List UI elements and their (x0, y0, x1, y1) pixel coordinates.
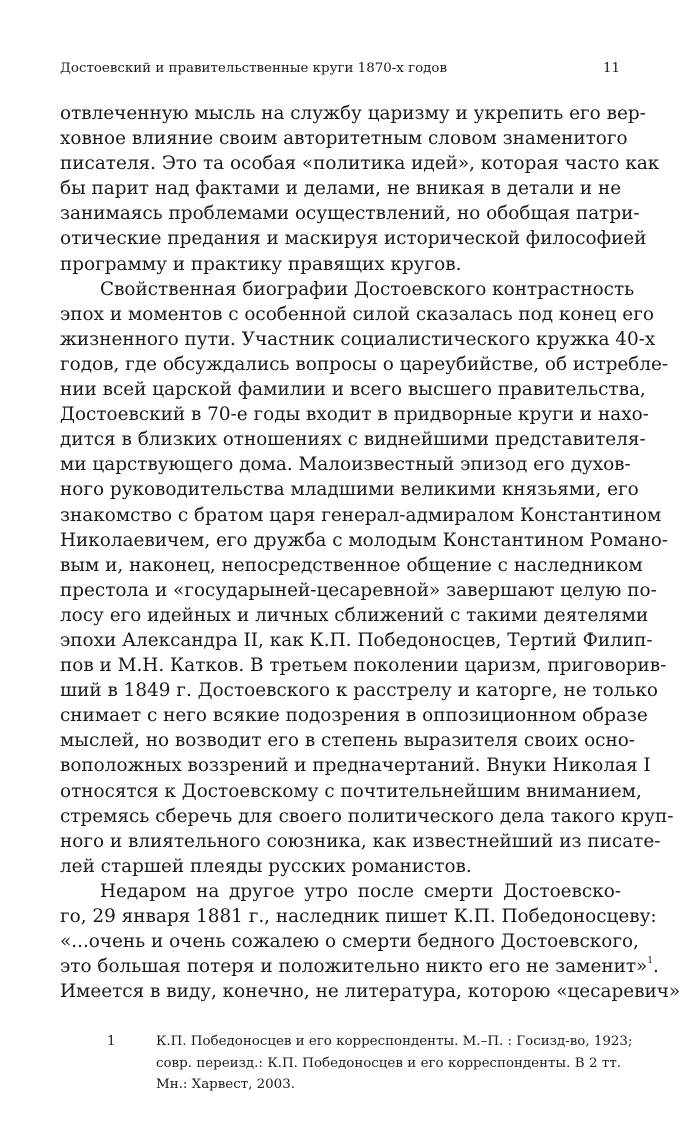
text-line (60, 829, 661, 854)
footnote-number: 1 (107, 1034, 116, 1049)
line-text: относятся к Достоевскому с почтительнейшим вниманием, (60, 780, 642, 802)
line-text: Недаром на другое утро после смерти Достоевско- (100, 880, 621, 902)
line-text: лей старшей плеяды русских романистов. (60, 855, 472, 877)
line-text: Имеется в виду, конечно, не литература, которою «цесаревич» (60, 981, 680, 1003)
line-text: годов, где обсуждались вопросы о цареубийстве, об истребле- (60, 353, 669, 375)
line-text: «...очень и очень сожалею о смерти бедного Достоевского, (60, 931, 639, 953)
running-head (60, 60, 620, 78)
line-text: ховное влияние своим авторитетным словом знаменитого (60, 128, 628, 150)
line-text: отические предания и маскируя исторической философией (60, 228, 647, 250)
text-line (60, 979, 680, 1004)
text-line (60, 377, 646, 402)
text-line (60, 678, 659, 703)
text-line (60, 929, 639, 954)
running-title: Достоевский и правительственные круги 1870-х годов (60, 61, 448, 76)
text-line (60, 703, 648, 728)
text-line (60, 728, 635, 753)
line-text: это большая потеря и положительно никто его не заменит» (60, 956, 648, 978)
text-line (60, 151, 660, 176)
line-text: стремясь сберечь для своего политического дела такого круп- (60, 805, 674, 827)
text-line (60, 477, 639, 502)
line-text: занимаясь проблемами осуществлений, но обобщая патри- (60, 203, 640, 225)
text-line (60, 176, 621, 201)
line-text: нии всей царской фамилии и всего высшего правительства, (60, 379, 646, 401)
line-text: воположных воззрений и предначертаний. Внуки Николая I (60, 755, 651, 777)
text-line (60, 503, 662, 528)
line-text: престола и «государыней-цесаревной» завершают целую по- (60, 579, 657, 601)
line-text: эпохи Александра II, как К.П. Победоносцев, Тертий Филип- (60, 629, 653, 651)
line-text: бы парит над фактами и делами, не вникая в детали и не (60, 178, 622, 200)
line-text: Достоевский в 70-е годы входит в придворные круги и нахо- (60, 404, 649, 426)
line-text: лосу его идейных и личных сближений с такими деятелями (60, 604, 649, 626)
line-text: жизненного пути. Участник социалистического кружка 40-х (60, 328, 656, 350)
text-line (60, 653, 667, 678)
text-line (60, 252, 621, 277)
text-line (60, 402, 649, 427)
text-line (60, 578, 657, 603)
line-text: дится в близких отношениях с виднейшими представителя- (60, 429, 646, 451)
text-line (60, 302, 654, 327)
line-text: Свойственная биографии Достоевского контрастность (100, 278, 635, 300)
footnote-line: совр. переизд.: К.П. Победоносцев и его корреспонденты. В 2 тт. (156, 1055, 621, 1071)
text-line (60, 226, 647, 251)
text-line (60, 201, 640, 226)
line-text: мыслей, но возводит его в степень выразителя своих осно- (60, 730, 635, 752)
footnote-text (156, 1031, 633, 1096)
footnote-line: Мн.: Харвест, 2003. (156, 1077, 295, 1093)
line-text: го, 29 января 1881 г., наследник пишет К.П. Победоносцеву: (60, 906, 657, 927)
text-line (60, 452, 631, 477)
line-text: знакомство с братом царя генерал-адмиралом Константином (60, 504, 662, 526)
line-text: ми царствующего дома. Малоизвестный эпизод его духов- (60, 454, 631, 476)
text-line (60, 854, 621, 879)
line-punct: . (653, 956, 659, 978)
line-text: снимает с него всякие подозрения в оппозиционном образе (60, 705, 648, 727)
line-text: Николаевичем, его дружба с молодым Константином Романо- (60, 529, 669, 551)
text-line (60, 628, 653, 653)
text-line (60, 753, 651, 778)
page-number: 11 (602, 61, 620, 76)
line-text: писателя. Это та особая «политика идей», которая часто как (60, 153, 660, 175)
line-text: эпох и моментов с особенной силой сказалась под конец его (60, 303, 654, 325)
line-text: отвлеченную мысль на службу царизму и укрепить его вер- (60, 103, 646, 124)
footnote-line: К.П. Победоносцев и его корреспонденты. М.–П. : Госизд-во, 1923; (156, 1034, 633, 1049)
text-line (60, 101, 646, 126)
body-text (60, 101, 680, 1004)
text-line (60, 954, 659, 979)
text-line (60, 327, 656, 352)
text-line (60, 879, 621, 904)
text-line (60, 603, 649, 628)
text-line (60, 277, 635, 302)
text-line (60, 352, 669, 377)
line-text: ного руководительства младшими великими князьями, его (60, 479, 639, 501)
text-line (60, 528, 669, 553)
line-text: пов и М.Н. Катков. В третьем поколении царизм, приговорив- (60, 655, 667, 677)
text-line (60, 553, 643, 578)
text-line (60, 427, 646, 452)
line-text: ший в 1849 г. Достоевского к расстрелу и каторге, не только (60, 680, 659, 702)
text-line (60, 804, 674, 829)
text-line (60, 904, 657, 929)
text-line (60, 779, 642, 804)
footnote-ref[interactable]: 1 (647, 956, 654, 967)
line-text: программу и практику правящих кругов. (60, 253, 462, 275)
text-line (60, 126, 628, 151)
line-text: вым и, наконец, непосредственное общение с наследником (60, 554, 643, 576)
line-text: ного и влиятельного союзника, как известнейший из писате- (60, 830, 661, 852)
